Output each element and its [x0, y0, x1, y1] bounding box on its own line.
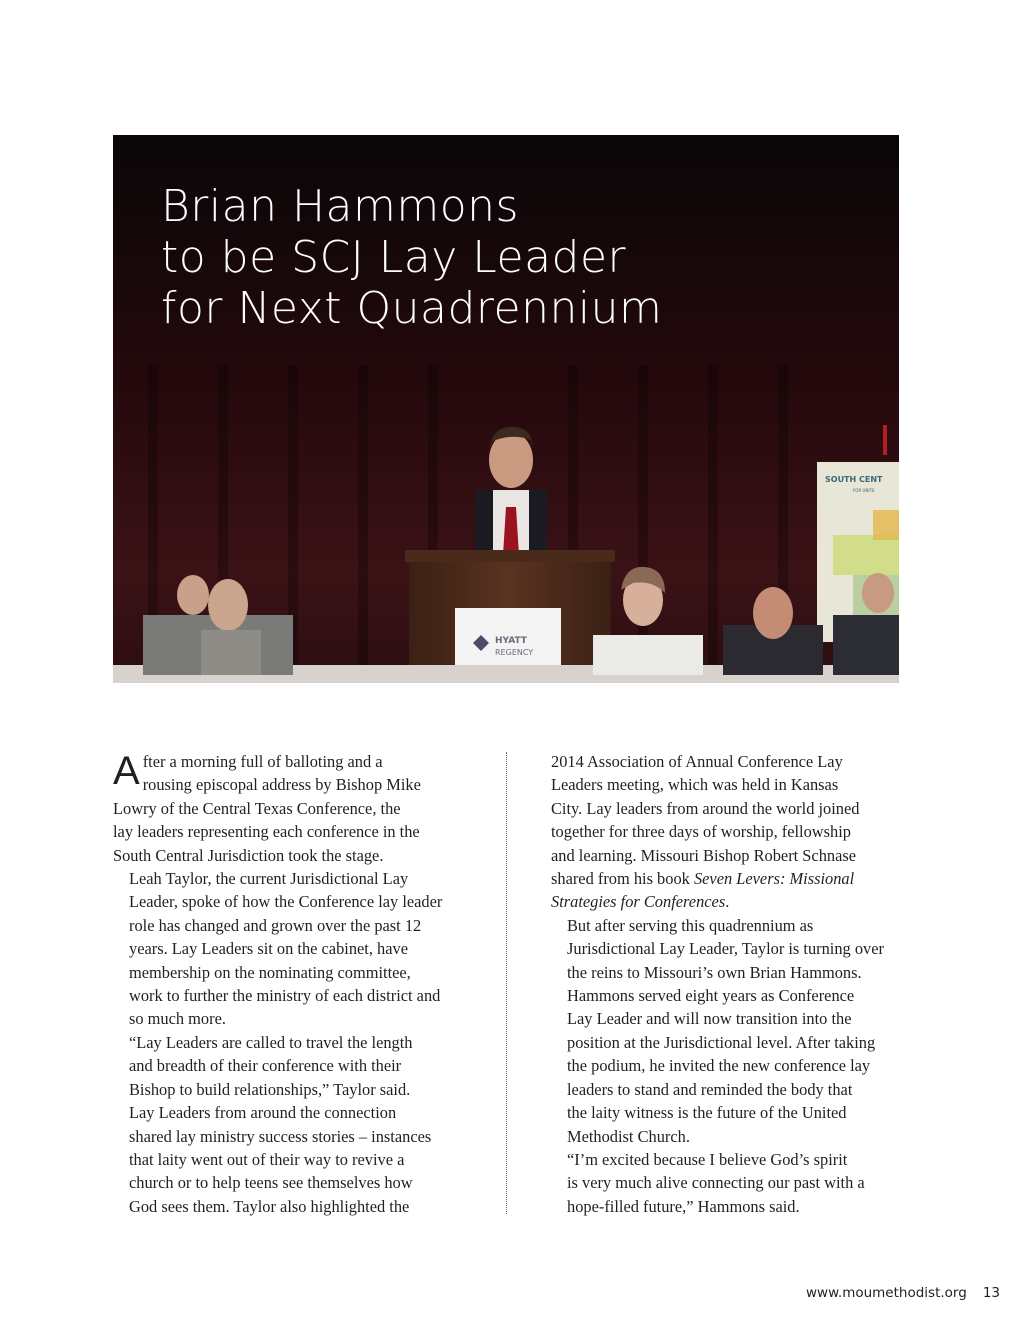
text-line: shared lay ministry success stories – instances	[129, 1126, 432, 1146]
text-line: rousing episcopal address by Bishop Mike	[142, 775, 421, 795]
book-title: Strategies for Conferences	[551, 892, 726, 912]
text-line: church or to help teens see themselves how	[129, 1173, 413, 1193]
text-line: the reins to Missouri’s own Brian Hammons.	[567, 962, 862, 982]
text-line: 2014 Association of Annual Conference Lay	[551, 752, 843, 771]
text-line: Lay Leader and will now transition into the	[567, 1009, 852, 1029]
hero-photo	[113, 135, 899, 683]
article-column-right	[551, 750, 901, 1218]
article-title	[161, 181, 662, 334]
drop-cap: A	[113, 749, 140, 793]
text-line: the laity witness is the future of the United	[567, 1103, 847, 1123]
text-line: work to further the ministry of each district and	[129, 986, 441, 1006]
paragraph	[551, 1148, 901, 1218]
text-line: is very much alive connecting our past with a	[567, 1173, 865, 1193]
text-line: City. Lay leaders from around the world joined	[551, 798, 860, 818]
text-line: membership on the nominating committee,	[129, 962, 411, 982]
text-line: together for three days of worship, fellowship	[551, 822, 851, 842]
text-line: Leah Taylor, the current Jurisdictional Lay	[129, 869, 409, 889]
text-line: “Lay Leaders are called to travel the length	[129, 1032, 413, 1052]
podium	[405, 550, 615, 683]
svg-text:SOUTH CENT: SOUTH CENT	[825, 475, 883, 484]
text-line: Leaders meeting, which was held in Kansas	[551, 775, 839, 795]
svg-text:REGENCY: REGENCY	[495, 648, 534, 657]
text-line: Lay Leaders from around the connection	[129, 1103, 397, 1123]
text-line: fter a morning full of balloting and a	[142, 752, 383, 771]
text-line: lay leaders representing each conference in the	[113, 822, 420, 842]
text-line: God sees them. Taylor also highlighted the	[129, 1196, 410, 1216]
text-fragment: shared from his book	[551, 869, 694, 889]
text-line: leaders to stand and reminded the body that	[567, 1079, 853, 1099]
svg-text:FOR UNITE: FOR UNITE	[853, 488, 875, 493]
text-line: South Central Jurisdiction took the stage.	[113, 845, 384, 865]
text-fragment: .	[725, 892, 730, 912]
page-number: 13	[982, 1285, 1000, 1301]
text-line: years. Lay Leaders sit on the cabinet, have	[129, 939, 408, 959]
website-url[interactable]: www.moumethodist.org	[806, 1285, 967, 1301]
title-line: Brian Hammons	[161, 181, 519, 232]
title-line: for Next Quadrennium	[161, 283, 663, 334]
text-line: But after serving this quadrennium as	[567, 915, 814, 935]
paragraph	[113, 1101, 463, 1218]
text-line: that laity went out of their way to revive a	[129, 1149, 405, 1169]
title-line: to be SCJ Lay Leader	[161, 232, 627, 283]
article-column-left	[113, 750, 463, 1218]
text-line: the podium, he invited the new conference lay	[567, 1056, 871, 1076]
page-footer	[806, 1285, 1000, 1301]
book-title: Seven Levers: Missional	[693, 869, 855, 889]
text-line: so much more.	[129, 1009, 226, 1029]
text-line: hope-filled future,” Hammons said.	[567, 1196, 800, 1216]
text-line: and breadth of their conference with their	[129, 1056, 402, 1076]
svg-text:HYATT: HYATT	[495, 636, 527, 646]
text-line	[551, 867, 901, 890]
text-line: Hammons served eight years as Conference	[567, 986, 855, 1006]
column-divider	[506, 752, 507, 1214]
text-line: “I’m excited because I believe God’s spirit	[567, 1149, 848, 1169]
paragraph	[551, 750, 901, 914]
text-line: Leader, spoke of how the Conference lay leader	[129, 892, 443, 912]
text-line: position at the Jurisdictional level. After taking	[567, 1032, 876, 1052]
text-line: Jurisdictional Lay Leader, Taylor is turning over	[567, 939, 884, 959]
text-line: and learning. Missouri Bishop Robert Schnase	[551, 845, 857, 865]
text-line: Methodist Church.	[567, 1126, 690, 1146]
paragraph	[551, 914, 901, 984]
paragraph	[551, 984, 901, 1148]
text-line	[551, 890, 901, 913]
paragraph	[113, 867, 463, 1031]
text-line: Lowry of the Central Texas Conference, the	[113, 798, 401, 818]
text-line: role has changed and grown over the past 12	[129, 915, 422, 935]
text-line: Bishop to build relationships,” Taylor said.	[129, 1079, 411, 1099]
paragraph	[113, 750, 463, 867]
paragraph	[113, 1031, 463, 1101]
